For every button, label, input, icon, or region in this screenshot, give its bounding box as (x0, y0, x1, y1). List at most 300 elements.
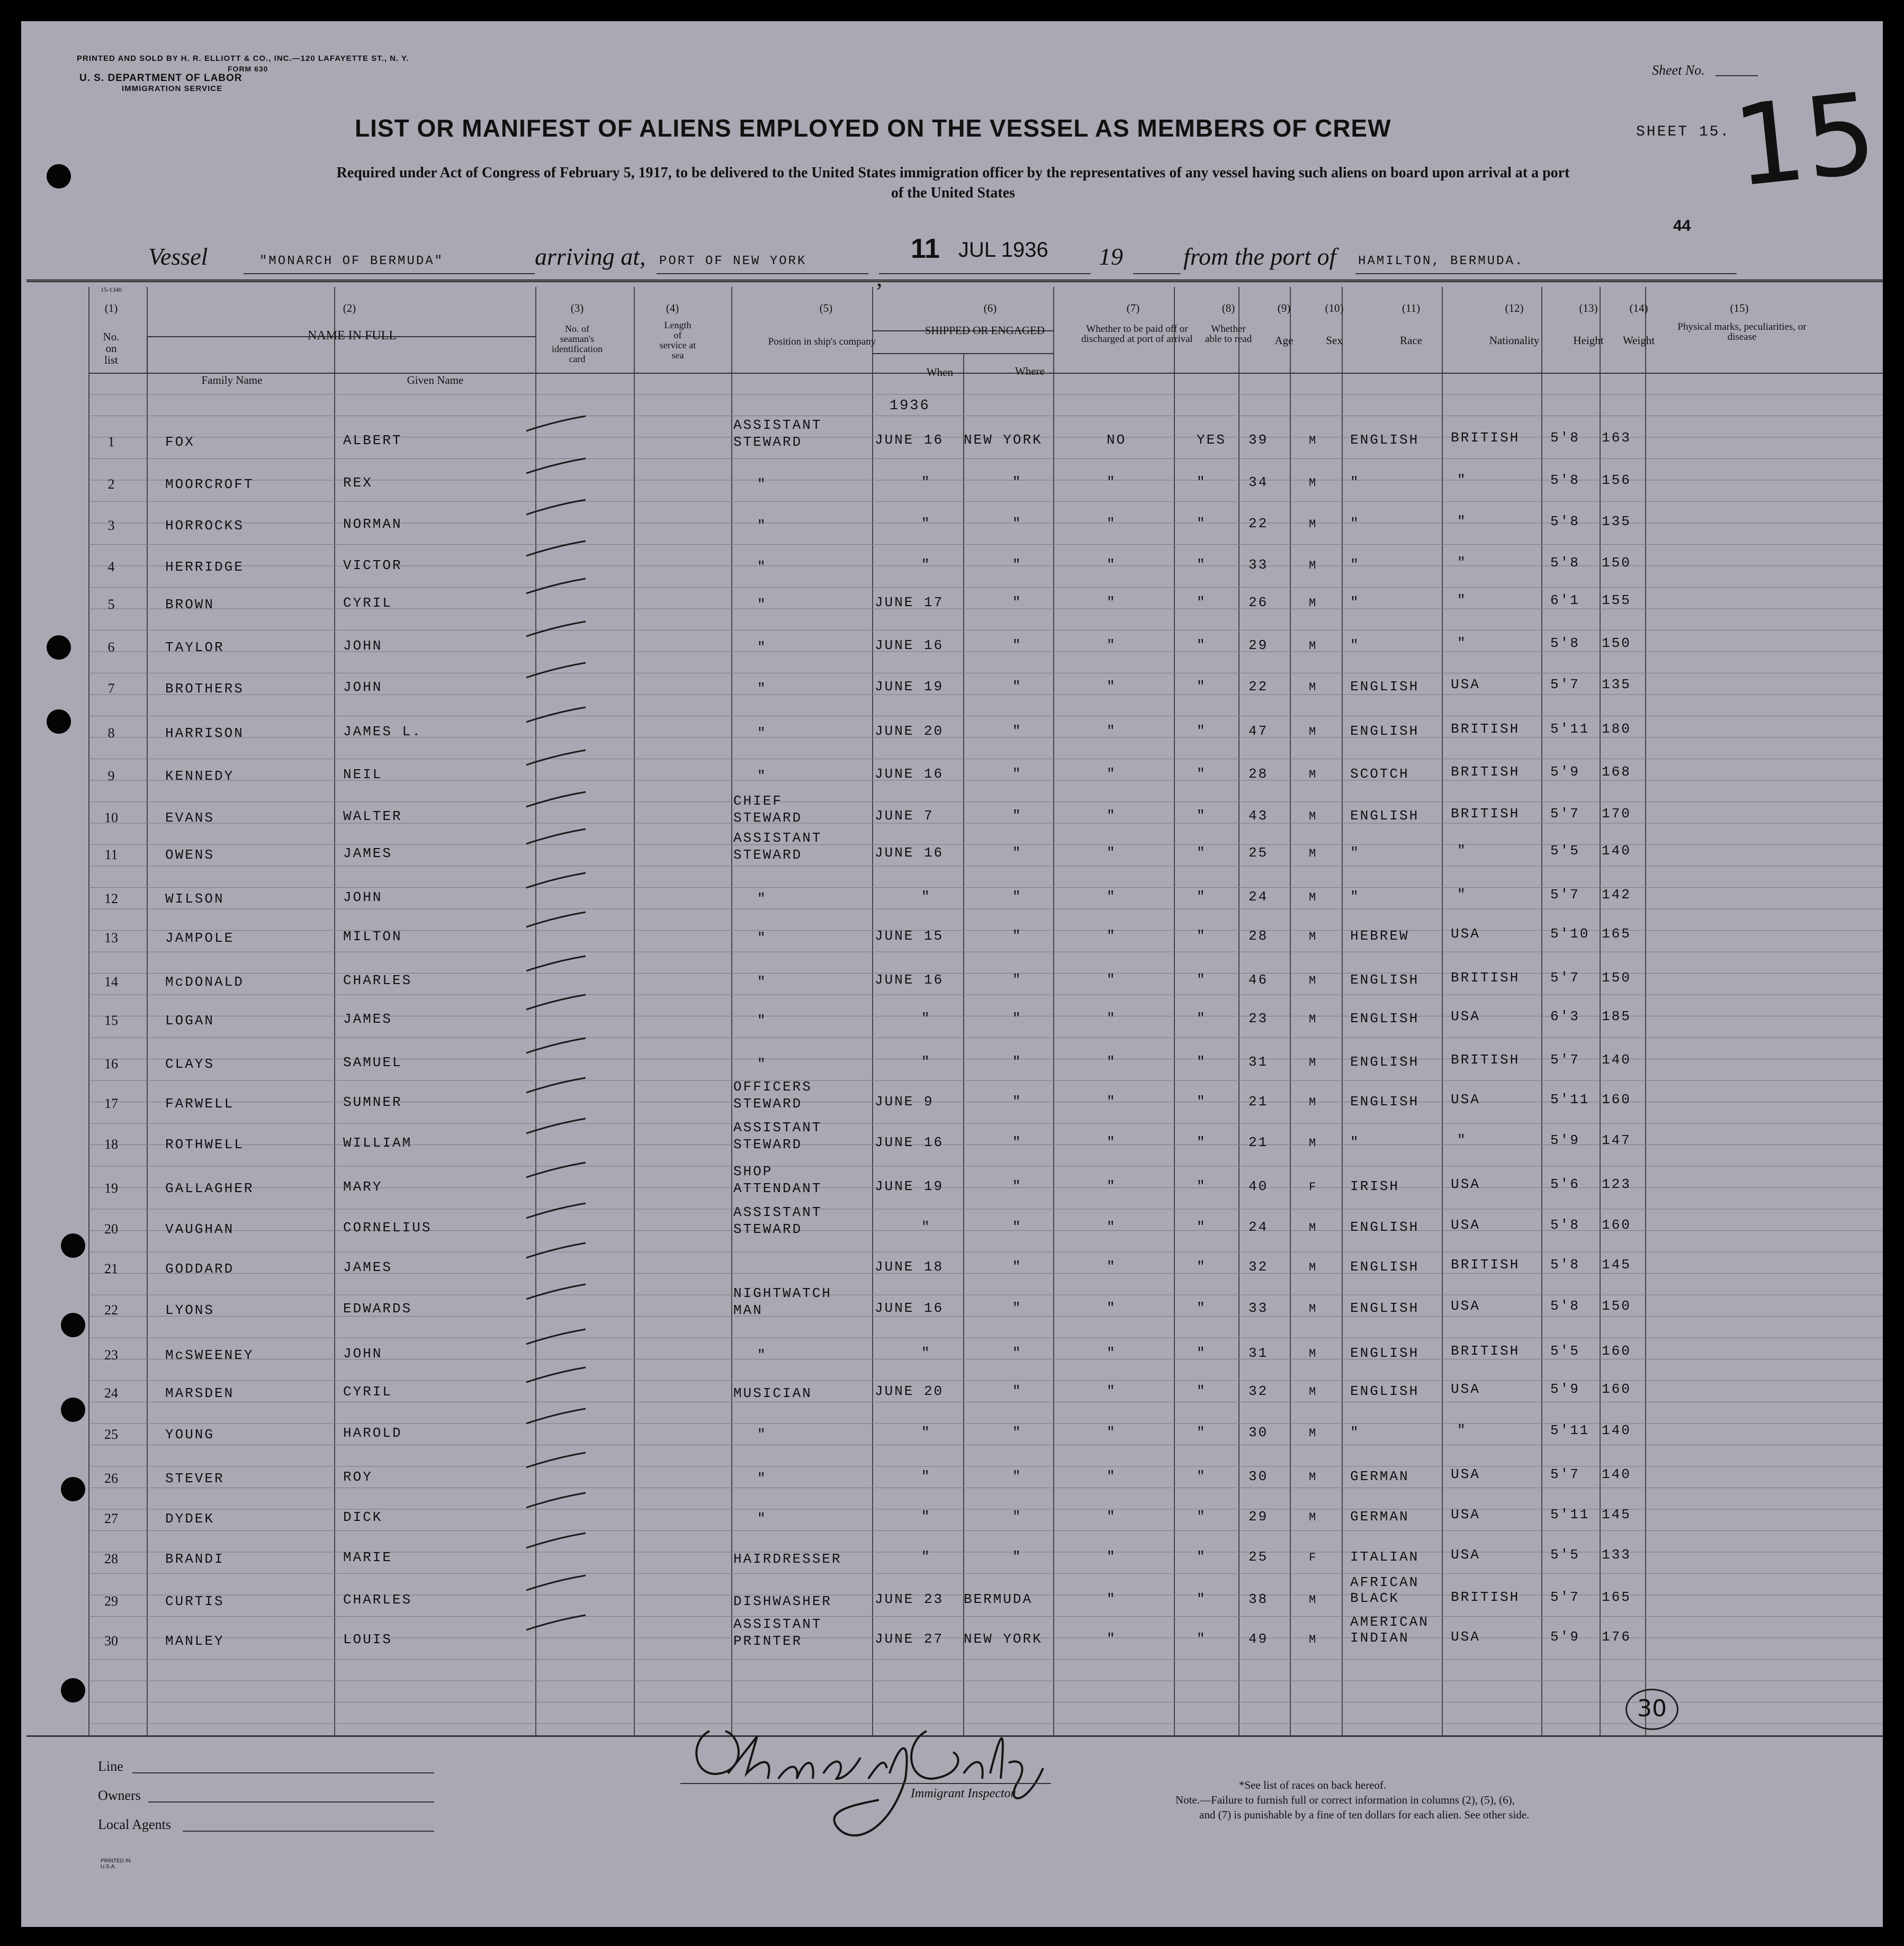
given-name: JOHN (343, 889, 383, 905)
shipped-where: " (1012, 723, 1022, 739)
nationality: USA (1451, 1381, 1480, 1397)
position: PRINTER (733, 1633, 803, 1649)
id-card-tick-mark (524, 789, 588, 810)
nationality: BRITISH (1451, 970, 1520, 986)
able-to-read: " (1197, 1425, 1207, 1440)
shipped-where: " (1012, 928, 1022, 944)
shipped-when: JUNE 16 (875, 637, 944, 653)
given-name: HAROLD (343, 1425, 402, 1441)
paid-off: " (1107, 1383, 1117, 1399)
weight: 150 (1602, 970, 1631, 986)
position: " (757, 476, 767, 492)
weight: 163 (1602, 430, 1631, 446)
sex: M (1309, 1137, 1318, 1150)
paid-off: " (1107, 972, 1117, 988)
id-card-tick-mark (524, 1572, 588, 1593)
nationality: USA (1451, 1008, 1480, 1024)
position: " (757, 639, 767, 655)
race: " (1350, 889, 1360, 905)
row-number: 24 (104, 1385, 118, 1401)
given-name: SAMUEL (343, 1055, 402, 1070)
shipped-where: NEW YORK (964, 432, 1043, 448)
form-code: 15-1340 (101, 286, 122, 293)
family-name: MANLEY (165, 1633, 224, 1649)
form-number: FORM 630 (228, 65, 268, 73)
shipped-where: " (1012, 1468, 1022, 1484)
given-name: WALTER (343, 808, 402, 824)
shipped-when: " (921, 1509, 931, 1525)
sheet-no-label: Sheet No. (1652, 62, 1705, 78)
nationality: USA (1451, 1507, 1480, 1522)
weight: 147 (1602, 1132, 1631, 1148)
height: 5'7 (1550, 1466, 1580, 1482)
weight: 150 (1602, 555, 1631, 571)
age: 21 (1249, 1134, 1269, 1150)
position: " (757, 681, 767, 697)
from-port: HAMILTON, BERMUDA. (1358, 254, 1524, 268)
given-name: NEIL (343, 767, 383, 782)
shipped-where: " (1012, 845, 1022, 861)
sex: M (1309, 810, 1318, 823)
position: MAN (733, 1302, 763, 1318)
given-name: JAMES L. (343, 724, 422, 740)
able-to-read: " (1197, 1134, 1207, 1150)
paid-off: " (1107, 1094, 1117, 1110)
family-name: VAUGHAN (165, 1221, 235, 1237)
race: ENGLISH (1350, 1259, 1420, 1275)
height: 5'9 (1550, 1629, 1580, 1645)
able-to-read: " (1197, 928, 1207, 944)
age: 28 (1249, 766, 1269, 782)
row-number: 19 (104, 1181, 118, 1196)
race: INDIAN (1350, 1630, 1409, 1646)
vessel-name: "MONARCH OF BERMUDA" (259, 254, 444, 268)
age: 25 (1249, 845, 1269, 861)
race: ENGLISH (1350, 723, 1420, 739)
shipped-when: JUNE 16 (875, 972, 944, 988)
row-number: 29 (104, 1593, 118, 1609)
able-to-read: " (1197, 1094, 1207, 1110)
weight: 155 (1602, 592, 1631, 608)
position: STEWARD (733, 434, 803, 450)
shipped-where: " (1012, 889, 1022, 905)
row-number: 14 (104, 974, 118, 989)
family-name: WILSON (165, 891, 224, 907)
shipped-when: JUNE 17 (875, 594, 944, 610)
shipped-when: " (921, 474, 931, 490)
sheet-stamp: SHEET 15. (1636, 124, 1731, 140)
penalty-note-1: Note.—Failure to furnish full or correct information in columns (2), (5), (6), (1175, 1794, 1515, 1806)
race: " (1350, 594, 1360, 610)
age: 34 (1249, 474, 1269, 490)
able-to-read: " (1197, 679, 1207, 695)
family-name: EVANS (165, 810, 215, 826)
id-card-tick-mark (524, 538, 588, 559)
given-name: SUMNER (343, 1094, 402, 1110)
race: " (1350, 474, 1360, 490)
line-label: Line (98, 1759, 123, 1774)
nationality: USA (1451, 1466, 1480, 1482)
row-number: 12 (104, 891, 118, 906)
id-card-tick-mark (524, 455, 588, 476)
row-number: 20 (104, 1221, 118, 1237)
able-to-read: " (1197, 766, 1207, 782)
height: 5'9 (1550, 1381, 1580, 1397)
given-name: CYRIL (343, 1384, 393, 1400)
shipped-where: " (1012, 1509, 1022, 1525)
position: DISHWASHER (733, 1593, 832, 1609)
local-agents-label: Local Agents (98, 1817, 171, 1832)
id-card-tick-mark (524, 1200, 588, 1221)
weight: 160 (1602, 1381, 1631, 1397)
weight: 140 (1602, 1422, 1631, 1438)
weight: 180 (1602, 721, 1631, 737)
nationality: BRITISH (1451, 1257, 1520, 1273)
height: 5'7 (1550, 1052, 1580, 1068)
family-name: LYONS (165, 1302, 215, 1318)
given-name: CHARLES (343, 1592, 412, 1608)
col-num-15: (15) (1730, 302, 1749, 314)
shipped-where: " (1012, 1178, 1022, 1194)
col-num-14: (14) (1629, 302, 1648, 314)
age: 23 (1249, 1011, 1269, 1026)
race: ENGLISH (1350, 1383, 1420, 1399)
paid-off: " (1107, 1345, 1117, 1361)
family-name: BROWN (165, 597, 215, 612)
owners-label: Owners (98, 1788, 141, 1803)
col-physical: Physical marks, peculiarities, or disease (1677, 321, 1807, 343)
shipped-when: JUNE 19 (875, 1178, 944, 1194)
height: 5'11 (1550, 1092, 1590, 1107)
sex: M (1309, 1302, 1318, 1316)
shipped-where: " (1012, 766, 1022, 782)
row-number: 9 (107, 768, 115, 783)
weight: 135 (1602, 677, 1631, 692)
weight: 140 (1602, 1052, 1631, 1068)
col-num-9: (9) (1277, 302, 1291, 314)
col-no-on-list: No. on list (103, 330, 120, 366)
nationality: " (1457, 513, 1467, 529)
nationality: " (1457, 635, 1467, 651)
given-name: DICK (343, 1509, 383, 1525)
paid-off: " (1107, 1219, 1117, 1235)
age: 24 (1249, 1219, 1269, 1235)
paid-off: " (1107, 1300, 1117, 1316)
shipped-when: " (921, 1549, 931, 1565)
able-to-read: " (1197, 1468, 1207, 1484)
id-card-tick-mark (524, 704, 588, 725)
race: ENGLISH (1350, 808, 1420, 824)
row-number: 5 (107, 597, 115, 612)
position: " (757, 1511, 767, 1527)
col-name-in-full: NAME IN FULL (308, 329, 397, 343)
shipped-when: JUNE 18 (875, 1259, 944, 1275)
age: 28 (1249, 928, 1269, 944)
position: " (757, 725, 767, 741)
nationality: BRITISH (1451, 721, 1520, 737)
sex: F (1309, 1551, 1318, 1564)
able-to-read: " (1197, 474, 1207, 490)
row-number: 23 (104, 1347, 118, 1363)
col-num-5: (5) (819, 302, 833, 314)
height: 5'7 (1550, 1589, 1580, 1605)
family-name: ROTHWELL (165, 1137, 244, 1152)
position: " (757, 1471, 767, 1486)
shipped-where: " (1012, 1425, 1022, 1440)
race: BLACK (1350, 1590, 1400, 1606)
shipped-where: " (1012, 1259, 1022, 1275)
position: HAIRDRESSER (733, 1551, 842, 1567)
given-name: JAMES (343, 1011, 393, 1027)
position: " (757, 974, 767, 990)
given-name: JAMES (343, 1259, 393, 1275)
paid-off: " (1107, 594, 1117, 610)
position: ATTENDANT (733, 1181, 822, 1196)
family-name: BRANDI (165, 1551, 224, 1567)
given-name: ROY (343, 1469, 373, 1485)
race: ENGLISH (1350, 1011, 1420, 1026)
shipped-where: " (1012, 1345, 1022, 1361)
col-id-card: No. of seaman's identification card (552, 323, 603, 364)
age: 30 (1249, 1425, 1269, 1440)
nationality: BRITISH (1451, 1343, 1520, 1359)
age: 31 (1249, 1054, 1269, 1070)
age: 47 (1249, 723, 1269, 739)
able-to-read: " (1197, 1509, 1207, 1525)
id-card-tick-mark (524, 826, 588, 847)
race: " (1350, 1134, 1360, 1150)
col-read: Whether able to read (1205, 323, 1252, 345)
family-name: CURTIS (165, 1593, 224, 1609)
able-to-read: " (1197, 1219, 1207, 1235)
sex: M (1309, 518, 1318, 531)
shipped-where: " (1012, 1011, 1022, 1026)
weight: 150 (1602, 635, 1631, 651)
race: GERMAN (1350, 1509, 1409, 1525)
height: 5'8 (1550, 430, 1580, 446)
shipped-when: JUNE 23 (875, 1591, 944, 1607)
nationality: " (1457, 1132, 1467, 1148)
id-card-tick-mark (524, 909, 588, 930)
given-name: NORMAN (343, 516, 402, 532)
sex: M (1309, 1471, 1318, 1484)
able-to-read: " (1197, 1054, 1207, 1070)
nationality: USA (1451, 1176, 1480, 1192)
row-number: 17 (104, 1096, 118, 1111)
position: CHIEF (733, 793, 783, 809)
weight: 160 (1602, 1343, 1631, 1359)
id-card-tick-mark (524, 1490, 588, 1511)
nationality: USA (1451, 1629, 1480, 1645)
position: SHOP (733, 1164, 773, 1179)
family-name: OWENS (165, 847, 215, 863)
sex: M (1309, 1221, 1318, 1235)
race: " (1350, 1425, 1360, 1440)
col-num-1: (1) (104, 302, 118, 314)
shipped-where: " (1012, 516, 1022, 531)
row-number: 4 (107, 559, 115, 574)
race: GERMAN (1350, 1468, 1409, 1484)
age: 21 (1249, 1094, 1269, 1110)
id-card-tick-mark (524, 618, 588, 639)
position: STEWARD (733, 1221, 803, 1237)
race: " (1350, 845, 1360, 861)
row-number: 6 (107, 639, 115, 655)
shipped-where: " (1012, 594, 1022, 610)
nationality: USA (1451, 1298, 1480, 1314)
height: 5'11 (1550, 1507, 1590, 1522)
row-number: 21 (104, 1261, 118, 1276)
race: IRISH (1350, 1178, 1400, 1194)
height: 5'8 (1550, 472, 1580, 488)
sex: M (1309, 1013, 1318, 1026)
family-name: YOUNG (165, 1427, 215, 1443)
nationality: BRITISH (1451, 764, 1520, 780)
printed-in-usa: PRINTED IN U.S.A. (101, 1858, 131, 1870)
sex: M (1309, 1427, 1318, 1440)
age: 31 (1249, 1345, 1269, 1361)
family-name: MARSDEN (165, 1385, 235, 1401)
row-number: 16 (104, 1056, 118, 1071)
shipped-where: " (1012, 972, 1022, 988)
nationality: BRITISH (1451, 1052, 1520, 1068)
paid-off: NO (1107, 432, 1127, 448)
paid-off: " (1107, 1011, 1117, 1026)
shipped-where: " (1012, 1549, 1022, 1565)
height: 5'8 (1550, 513, 1580, 529)
col-given-name: Given Name (407, 374, 464, 386)
weight: 165 (1602, 1589, 1631, 1605)
col-shipped: SHIPPED OR ENGAGED (924, 324, 1045, 337)
able-to-read: " (1197, 723, 1207, 739)
col-race: Race (1400, 334, 1422, 347)
id-card-tick-mark (524, 1406, 588, 1427)
shipped-where: " (1012, 637, 1022, 653)
sex: M (1309, 434, 1318, 447)
position: ASSISTANT (733, 1204, 822, 1220)
manifest-sheet: PRINTED AND SOLD BY H. R. ELLIOTT & CO., INC.—120 LAFAYETTE ST., N. Y. FORM 630 U. S. DEPARTMENT OF LABOR IMMIGRATION SERVICE Sheet No. SHEET 15. 15 LIST OR MANIFEST OF ALIENS EMPLOYED ON THE VESSEL AS MEMBERS OF CREW Required under Act of Congress of February 5, 1917, to be delivered to the United States immigration officer by the representatives of any vessel having such aliens on board upon arrival at a port of the United States 44 Vessel "MONARCH OF BERMUDA" arriving at, PORT OF NEW YORK , 11 JUL 1936 19 from the port of HAMILTON, BERMUDA. 15-1340 (1) No. on list (2) NAME IN FULL Family Name Given Name (3) No. of seaman's identification card (4) Length of service at sea (5) Position in ship's company (6) SHIPPED OR ENGAGED When Where (7) Whether to be paid off or discharged at port of arrival (8) Whether able to read (9) Age (10) Sex (11) Race (12) Nationality (13) Height (14) Weight (15) Physical marks, peculiarities, or disease 1936 1 FOX ALBERT ASSISTANT STEWARD JUNE 16 NEW YORK NO YES 39 M ENGLISH BRITISH 5'8 163 2 MOORCROFT REX " " " " " 34 M " " 5'8 156 3 HORROCKS NORMAN " " " " " 22 M " " 5'8 135 4 HERRIDGE VICTOR " " " " " 33 M " " 5'8 150 5 BROWN CYRIL " JUNE 17 " " " 26 M " " 6'1 155 6 TAYLOR JOHN " JUNE 16 " " " 29 M " " 5'8 150 7 BROTHERS JOHN " JUNE 19 " " " 22 M ENGLISH USA 5'7 135 8 HARRISON JAMES L. " JUNE 20 " " " 47 M ENGLISH BRITISH 5'11 180 9 KENNEDY NEIL " JUNE 16 " " " 28 M SCOTCH BRITISH 5'9 168 10 EVANS WALTER CHIEF STEWARD JUNE 7 " " " 43 M ENGLISH BRITISH 5'7 170 11 OWENS JAMES ASSISTANT STEWARD JUNE 16 " " " 25 M " " 5'5 140 12 WILSON JOHN " " " " " 24 M " " 5'7 142 13 JAMPOLE MILTON " JUNE 15 " " " 28 M HEBREW USA 5'10 165 14 McDONALD CHARLES " JUNE 16 " " " 46 M ENGLISH BRITISH 5'7 150 15 LOGAN JAMES " " " " " 23 M ENGLISH USA 6'3 185 16 CLAYS SAMUEL " " " " " 31 M ENGLISH BRITISH 5'7 140 17 FARWELL SUMNER OFFICERS STEWARD JUNE 9 " " " 21 M ENGLISH USA 5'11 160 18 ROTHWELL WILLIAM ASSISTANT STEWARD JUNE 16 " " " 21 M " " 5'9 147 19 GALLAGHER MARY SHOP ATTENDANT JUNE 19 " " " 40 F IRISH USA 5'6 123 20 VAUGHAN CORNELIUS ASSISTANT STEWARD " " " " 24 M ENGLISH USA 5'8 160 21 GODDARD JAMES JUNE 18 " " " 32 M ENGLISH BRITISH 5'8 145 22 LYONS EDWARDS NIGHTWATCH MAN JUNE 16 " " " 33 M ENGLISH USA 5'8 150 23 McSWEENEY JOHN " " " " " 31 M ENGLISH BRITISH 5'5 160 24 MARSDEN CYRIL MUSICIAN JUNE 20 " " " 32 M ENGLISH USA 5'9 160 25 YOUNG HAROLD " " " " " 30 M " " 5'11 140 26 STEVER ROY " " " " " 30 M GERMAN USA 5'7 140 27 DYDEK DICK " " " " " 29 M GERMAN USA 5'11 145 28 BRANDI MARIE HAIRDRESSER " " " " 25 F ITALIAN USA 5'5 133 29 CURTIS CHARLES DISHWASHER JUNE 23 BERMUDA " " 38 M AFRICAN BLACK BRITISH 5'7 165 30 MANLEY LOUIS ASSISTANT PRINTER JUNE 27 NEW YORK " " 49 M AMERICAN INDIAN USA 5'9 176 30 Line Owners Local Agents Immigrant Inspector *See list of races on back hereof. Note.—Failure to furnish full or correct information in columns (2), (5), (6), and (7) is punishable by a fine of ten dollars for each alien. See other side. PRINTED IN U.S.A. (21, 21, 1883, 1927)
paid-off: " (1107, 516, 1117, 531)
paid-off: " (1107, 1425, 1117, 1440)
able-to-read: " (1197, 1631, 1207, 1647)
weight: 176 (1602, 1629, 1631, 1645)
row-number: 3 (107, 518, 115, 533)
id-card-tick-mark (524, 1240, 588, 1261)
height: 5'5 (1550, 1343, 1580, 1359)
race: SCOTCH (1350, 766, 1409, 782)
id-card-tick-mark (524, 413, 588, 434)
height: 5'7 (1550, 887, 1580, 903)
col-age: Age (1274, 334, 1294, 347)
sex: M (1309, 847, 1318, 860)
position: STEWARD (733, 810, 803, 826)
weight: 168 (1602, 764, 1631, 780)
shipped-where: " (1012, 808, 1022, 824)
given-name: CORNELIUS (343, 1220, 432, 1236)
col-num-6: (6) (983, 302, 997, 314)
printer-line: PRINTED AND SOLD BY H. R. ELLIOTT & CO., INC.—120 LAFAYETTE ST., N. Y. (77, 54, 409, 63)
shipped-where: BERMUDA (964, 1591, 1033, 1607)
col-length-service: Length of service at sea (659, 320, 696, 361)
col-num-7: (7) (1126, 302, 1140, 314)
able-to-read: " (1197, 516, 1207, 531)
position: " (757, 518, 767, 534)
height: 5'8 (1550, 1298, 1580, 1314)
shipped-when: " (921, 1345, 931, 1361)
nationality: " (1457, 555, 1467, 571)
id-card-tick-mark (524, 575, 588, 597)
shipped-when: " (921, 1425, 931, 1440)
shipped-when: JUNE 16 (875, 845, 944, 861)
family-name: McSWEENEY (165, 1347, 254, 1363)
nationality: " (1457, 472, 1467, 488)
race: " (1350, 557, 1360, 573)
nationality: BRITISH (1451, 430, 1520, 446)
nationality: " (1457, 843, 1467, 859)
weight: 140 (1602, 1466, 1631, 1482)
arrival-day-stamp: 11 (911, 233, 940, 264)
family-name: MOORCROFT (165, 476, 254, 492)
requirement-text: Required under Act of Congress of February 5, 1917, to be delivered to the United States immigration officer by the representatives of any vessel having such aliens on board upon arrival at a port of the United States (336, 165, 1570, 201)
sex: M (1309, 891, 1318, 904)
race: ITALIAN (1350, 1549, 1420, 1565)
position: STEWARD (733, 1137, 803, 1152)
paid-off: " (1107, 679, 1117, 695)
family-name: LOGAN (165, 1013, 215, 1029)
family-name: McDONALD (165, 974, 244, 990)
given-name: JAMES (343, 845, 393, 861)
col-when: When (926, 366, 954, 379)
given-name: JOHN (343, 638, 383, 654)
sex: M (1309, 1056, 1318, 1069)
col-weight: Weight (1622, 334, 1655, 347)
nationality: BRITISH (1451, 1589, 1520, 1605)
height: 5'11 (1550, 1422, 1590, 1438)
row-number: 15 (104, 1013, 118, 1028)
race: HEBREW (1350, 928, 1409, 944)
row-number: 13 (104, 930, 118, 945)
shipped-where: " (1012, 679, 1022, 695)
able-to-read: " (1197, 1300, 1207, 1316)
col-num-4: (4) (666, 302, 679, 314)
given-name: CHARLES (343, 972, 412, 988)
sex: M (1309, 930, 1318, 943)
able-to-read: " (1197, 557, 1207, 573)
nationality: " (1457, 1422, 1467, 1438)
weight: 170 (1602, 806, 1631, 822)
able-to-read: YES (1197, 432, 1226, 448)
able-to-read: " (1197, 972, 1207, 988)
id-card-tick-mark (524, 497, 588, 518)
penalty-note-2: and (7) is punishable by a fine of ten dollars for each alien. See other side. (1199, 1808, 1530, 1821)
col-height: Height (1573, 334, 1604, 347)
family-name: HORROCKS (165, 518, 244, 534)
shipped-where: " (1012, 1134, 1022, 1150)
able-to-read: " (1197, 845, 1207, 861)
row-number: 26 (104, 1471, 118, 1486)
form-title: LIST OR MANIFEST OF ALIENS EMPLOYED ON THE VESSEL AS MEMBERS OF CREW (355, 114, 1391, 142)
nationality: USA (1451, 1547, 1480, 1563)
sex: M (1309, 1261, 1318, 1274)
shipped-where: " (1012, 1054, 1022, 1070)
sex: M (1309, 1385, 1318, 1399)
paid-off: " (1107, 1468, 1117, 1484)
id-card-tick-mark (524, 747, 588, 768)
row-number: 22 (104, 1302, 118, 1318)
shipped-when: JUNE 15 (875, 928, 944, 944)
age: 33 (1249, 1300, 1269, 1316)
family-name: BROTHERS (165, 681, 244, 697)
